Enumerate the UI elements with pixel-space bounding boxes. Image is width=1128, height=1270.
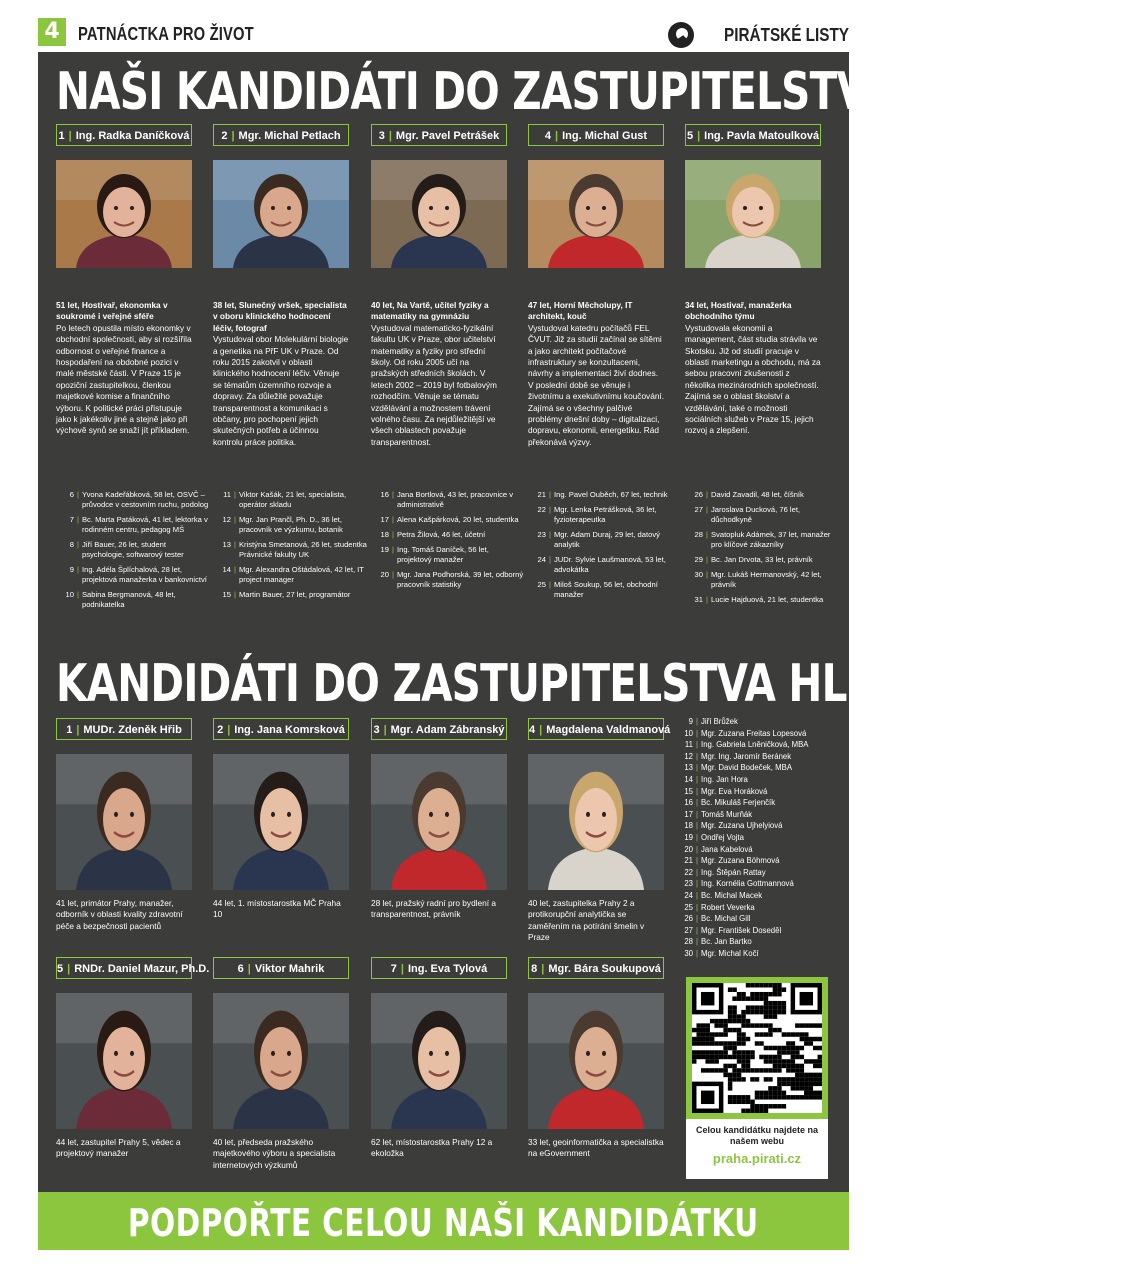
candidate-number: 7: [390, 963, 397, 975]
list-item: 28 | Bc. Jan Bartko: [684, 937, 752, 947]
list-item: 12 | Mgr. Ing. Jaromír Beránek: [684, 751, 792, 761]
list-item: 9 | Ing. Adéla Šplíchalová, 28 let, projektová manažerka v bankovnictví: [69, 565, 207, 584]
qr-caption: Celou kandidátku najdete na našem webu: [695, 1125, 819, 1146]
list-item: 30 | Mgr. Michal Kočí: [684, 948, 759, 958]
candidate-lead: 40 let, Na Vartě, učitel fyziky a matematiky na gymnáziu: [371, 300, 489, 322]
list-item: 6 | Yvona Kadeřábková, 58 let, OSVČ – průvodce v cestovním ruchu, podolog: [69, 490, 209, 509]
candidate-photo: [213, 754, 349, 890]
candidate-number: 4: [529, 724, 536, 736]
praha15-title: NAŠI KANDIDÁTI DO ZASTUPITELSTVA PRAHY 15: [56, 62, 1128, 122]
list-item: 26 | Bc. Michal Gill: [684, 914, 751, 924]
candidate-photo: [371, 993, 507, 1129]
candidate-tag: 1 | MUDr. Zdeněk Hřib: [56, 718, 192, 740]
list-item: 26 | David Zavadil, 48 let, číšník: [694, 490, 804, 499]
footer-banner: [38, 1192, 849, 1250]
footer-text: PODPOŘTE CELOU NAŠI KANDIDÁTKU: [128, 1201, 759, 1245]
list-item: 16 | Jana Bortlová, 43 let, pracovnice v administrativě: [380, 490, 514, 509]
list-item: 15 | Martin Bauer, 27 let, programátor: [222, 590, 351, 599]
candidate-text: Vystudoval obor Molekulární biologie a genetika na PřF UK v Praze. Od roku 2015 zakotvil v oblasti klinického hodnocení léčiv. Věnuje se tématům územního rozvoje a dopravy. Za důležité považuje transparentnost a komunikaci s občany, pro pochopení jejich skutečných potřeb a účinnou kontrolu práce politika.: [213, 334, 349, 447]
candidate-list: [375, 490, 525, 595]
candidate-tag: 5 | RNDr. Daniel Mazur, Ph.D.: [56, 957, 192, 979]
list-item: 22 | Ing. Štěpán Rattay: [684, 867, 766, 877]
list-item: 18 | Petra Žilová, 46 let, účetní: [380, 530, 486, 539]
candidate-text: 44 let, zastupitel Prahy 5, vědec a projektový manažer: [56, 1137, 181, 1159]
candidate-name: Mgr. Pavel Petrášek: [395, 130, 500, 142]
candidate-tag: 4 | Magdalena Valdmanová: [528, 718, 664, 740]
list-item: 17 | Tomáš Murňák: [684, 809, 753, 819]
list-item: 8 | Jiří Bauer, 26 let, student psychologie, softwarový tester: [69, 540, 184, 559]
candidate-photo: [213, 160, 349, 268]
candidate-list: [532, 490, 682, 605]
list-item: 30 | Mgr. Lukáš Hermanovský, 42 let, právník: [694, 570, 822, 589]
list-item: 10 | Mgr. Zuzana Freitas Lopesová: [684, 728, 807, 738]
list-item: 11 | Ing. Gabriela Lněničková, MBA: [684, 740, 809, 750]
candidate-tag: 2 | Mgr. Michal Petlach: [213, 124, 349, 146]
candidate-bio: [685, 300, 822, 437]
list-item: 22 | Mgr. Lenka Petrášková, 36 let, fyzioterapeutka: [537, 505, 657, 524]
candidate-text: 41 let, primátor Prahy, manažer, odborník v oblasti kvality zdravotní péče a bezpečnosti pacientů: [56, 898, 183, 931]
candidate-list: [60, 490, 210, 615]
candidate-number: 1: [58, 130, 65, 142]
candidate-name: Ing. Radka Daníčková: [75, 130, 190, 142]
page-number: 4: [38, 18, 66, 46]
candidate-name: Ing. Eva Tylová: [407, 963, 488, 975]
candidate-lead: 38 let, Slunečný vršek, specialista v oboru klinického hodnocení léčiv, fotograf: [213, 300, 347, 333]
list-item: 29 | Bc. Jan Drvota, 33 let, právník: [694, 555, 813, 564]
list-item: 31 | Lucie Hajduová, 21 let, studentka: [694, 595, 824, 604]
list-item: 27 | Mgr. František Doseděl: [684, 925, 782, 935]
list-item: 27 | Jaroslava Ducková, 76 let, důchodkyně: [694, 505, 801, 524]
praha-title: KANDIDÁTI DO ZASTUPITELSTVA HL. M. PRAHY: [56, 654, 1094, 714]
candidate-text: 40 let, předseda pražského majetkového výboru a specialista internetových výzkumů: [213, 1137, 336, 1170]
list-item: 25 | Robert Veverka: [684, 902, 755, 912]
candidate-tag: 8 | Mgr. Bára Soukupová: [528, 957, 664, 979]
candidate-text: Vystudoval matematicko-fyzikální fakultu UK v Praze, obor učitelství matematiky a fyziky pro střední školy. Od roku 2005 učí na pražských středních školách. V letech 2002 – 2019 byl fotbalovým rozhodčím. Věnuje se tématu vzdělávání a možnostem trávení volného času. Za nejdůležitější ve všech oblastech považuje transparentnost.: [371, 322, 497, 447]
candidate-text: Po letech opustila místo ekonomky v obchodní společnosti, aby si rozšířila odbornost o veřejné finance a hospodaření na obdobné pozici v malé městské části. V Praze 15 je opoziční zastupitelkou, členkou majetkové komise a finančního výboru. K politické práci přistupuje jako k jakékoliv jiné a stejně jako při výchově synů se snaží jít příkladem.: [56, 322, 192, 436]
candidate-tag: 7 | Ing. Eva Tylová: [371, 957, 507, 979]
candidate-text: 44 let, 1. místostarostka MČ Praha 10: [213, 898, 341, 920]
candidate-tag: 6 | Viktor Mahrik: [213, 957, 349, 979]
candidate-photo: [685, 160, 821, 268]
candidate-tag: 5 | Ing. Pavla Matoulková: [685, 124, 821, 146]
list-item: 16 | Bc. Mikuláš Ferjenčík: [684, 798, 776, 808]
candidate-text: Vystudoval katedru počítačů FEL ČVUT. Již za studií začínal se sítěmi a jako architekt počítačové infrastruktury se konzultacemi, návrhy a implementací živí dodnes. V poslední době se věnuje i životnímu a exekutivnímu koučování. Zajímá se o všechny palčivé problémy dnešní doby – digitalizaci, dopravu, ekonomii, energetiku. Rád překonává výzvy.: [528, 322, 665, 447]
candidate-photo: [371, 160, 507, 268]
candidate-text: 28 let, pražský radní pro bydlení a transparentnost, právník: [371, 898, 496, 920]
candidate-lead: 51 let, Hostivař, ekonomka v soukromé i veřejné sféře: [56, 300, 168, 322]
candidate-photo: [213, 993, 349, 1129]
brand: [668, 22, 849, 48]
list-item: 23 | Mgr. Adam Duraj, 29 let, datový analytik: [537, 530, 660, 549]
list-item: 21 | Ing. Pavel Ouběch, 67 let, technik: [537, 490, 668, 499]
list-item: 13 | Mgr. David Bodeček, MBA: [684, 763, 793, 773]
list-item: 10 | Sabina Bergmanová, 48 let, podnikatelka: [65, 590, 176, 609]
candidate-bio: [371, 300, 508, 448]
section-title: PATNÁCTKA PRO ŽIVOT: [78, 24, 254, 44]
candidate-number: 6: [237, 963, 244, 975]
candidate-number: 8: [531, 963, 538, 975]
page-header: [0, 0, 887, 52]
candidate-text: 40 let, zastupitelka Prahy 2 a protikorupční analytička se zaměřením na potírání šmelin v Praze: [528, 898, 645, 943]
list-item: 20 | Jana Kabelová: [684, 844, 753, 854]
list-item: 11 | Viktor Kašák, 21 let, specialista, operátor skladu: [223, 490, 347, 509]
list-item: 7 | Bc. Marta Patáková, 41 let, lektorka v rodinném centru, pedagog MŠ: [69, 515, 208, 534]
candidate-bio: [213, 898, 350, 921]
list-item: 28 | Svatopluk Adámek, 37 let, manažer pro klíčové zákazníky: [694, 530, 831, 549]
candidate-number: 2: [221, 130, 228, 142]
candidate-tag: 4 | Ing. Michal Gust: [528, 124, 664, 146]
candidate-list: [689, 490, 839, 610]
candidate-name: Mgr. Bára Soukupová: [548, 963, 661, 975]
candidate-name: Ing. Jana Komrsková: [234, 724, 345, 736]
candidate-number: 3: [378, 130, 385, 142]
list-item: 15 | Mgr. Eva Horáková: [684, 786, 768, 796]
candidate-tag: 2 | Ing. Jana Komrsková: [213, 718, 349, 740]
qr-code[interactable]: [692, 983, 822, 1113]
list-item: 20 | Mgr. Jana Podhorská, 39 let, odborný pracovník statistiky: [380, 570, 524, 589]
list-item: 25 | Miloš Soukup, 56 let, obchodní manažer: [537, 580, 658, 599]
candidate-bio: [56, 898, 193, 932]
qr-frame: [686, 977, 828, 1119]
candidate-tag: 3 | Mgr. Adam Zábranský: [371, 718, 507, 740]
list-item: 17 | Alena Kašpárková, 20 let, studentka: [380, 515, 519, 524]
candidate-name: RNDr. Daniel Mazur, Ph.D.: [74, 963, 210, 975]
list-item: 18 | Mgr. Zuzana Ujhelyiová: [684, 821, 783, 831]
candidate-name: MUDr. Zdeněk Hřib: [83, 724, 182, 736]
list-item: 13 | Kristýna Smetanová, 26 let, studentka Právnické fakulty UK: [222, 540, 367, 559]
list-item: 19 | Ing. Tomáš Daníček, 56 let, projektový manažer: [380, 545, 489, 564]
list-item: 19 | Ondřej Vojta: [684, 832, 744, 842]
content-panel: [38, 52, 1128, 1192]
candidate-bio: [56, 1137, 193, 1160]
candidate-bio: [213, 1137, 350, 1171]
candidate-bio: [213, 300, 350, 448]
candidate-bio: [371, 1137, 508, 1160]
candidate-number: 5: [686, 130, 694, 142]
candidate-number: 1: [66, 724, 73, 736]
list-item: 14 | Mgr. Alexandra Oštádalová, 42 let, IT project manager: [222, 565, 364, 584]
candidate-number: 5: [57, 963, 64, 975]
candidate-photo: [528, 160, 664, 268]
candidate-bio: [371, 898, 508, 921]
candidate-photo: [528, 754, 664, 890]
qr-box: [686, 977, 828, 1179]
qr-url[interactable]: praha.pirati.cz: [712, 1151, 802, 1166]
candidate-text: 33 let, geoinformatička a specialistka na eGovernment: [528, 1137, 664, 1159]
candidate-bio: [56, 300, 193, 437]
candidate-name: Ing. Michal Gust: [562, 130, 648, 142]
candidate-tag: 3 | Mgr. Pavel Petrášek: [371, 124, 507, 146]
candidate-tag: 1 | Ing. Radka Daníčková: [56, 124, 192, 146]
candidate-name: Ing. Pavla Matoulková: [704, 130, 820, 142]
candidate-number: 3: [373, 724, 380, 736]
candidate-bio: [528, 300, 665, 448]
candidate-lead: 47 let, Horní Měcholupy, IT architekt, kouč: [528, 300, 633, 322]
list-item: 12 | Mgr. Jan Prančl, Ph. D., 36 let, pracovník ve výzkumu, botanik: [222, 515, 343, 534]
candidate-list: [217, 490, 367, 605]
candidate-name: Viktor Mahrik: [254, 963, 325, 975]
list-item: 21 | Mgr. Zuzana Böhmová: [684, 856, 780, 866]
candidate-photo: [56, 993, 192, 1129]
praha-candidate-list: [678, 716, 809, 959]
candidate-number: 4: [544, 130, 552, 142]
candidate-photo: [371, 754, 507, 890]
pirate-logo-icon: [668, 22, 694, 48]
candidate-photo: [528, 993, 664, 1129]
candidate-number: 2: [217, 724, 224, 736]
brand-name: PIRÁTSKÉ LISTY: [724, 24, 849, 45]
candidate-bio: [528, 898, 665, 944]
list-item: 14 | Ing. Jan Hora: [684, 774, 748, 784]
candidate-name: Magdalena Valdmanová: [546, 724, 671, 736]
list-item: 9 | Jiří Brůžek: [688, 717, 738, 726]
list-item: 24 | Bc. Michal Macek: [684, 890, 763, 900]
candidate-name: Mgr. Michal Petlach: [238, 130, 341, 142]
list-item: 23 | Ing. Kornélia Gottmannová: [684, 879, 794, 889]
list-item: 24 | JUDr. Sylvie Laušmanová, 53 let, advokátka: [537, 555, 666, 574]
candidate-text: Vystudovala ekonomii a management, část studia strávila ve Skotsku. Již od studií pracuje v oblasti marketingu a obchodu, má za sebou pracovní zkušenosti z několika mezinárodních společností. Zajímá se o oblast školství a vzdělávání, také o možnosti sociálních služeb v Praze 15, jejich rozvoj a zlepšení.: [685, 322, 821, 436]
candidate-photo: [56, 754, 192, 890]
candidate-photo: [56, 160, 192, 268]
candidate-name: Mgr. Adam Zábranský: [390, 724, 505, 736]
candidate-lead: 34 let, Hostivař, manažerka obchodního týmu: [685, 300, 792, 322]
candidate-bio: [528, 1137, 665, 1160]
candidate-text: 62 let, místostarostka Prahy 12 a ekoložka: [371, 1137, 493, 1159]
